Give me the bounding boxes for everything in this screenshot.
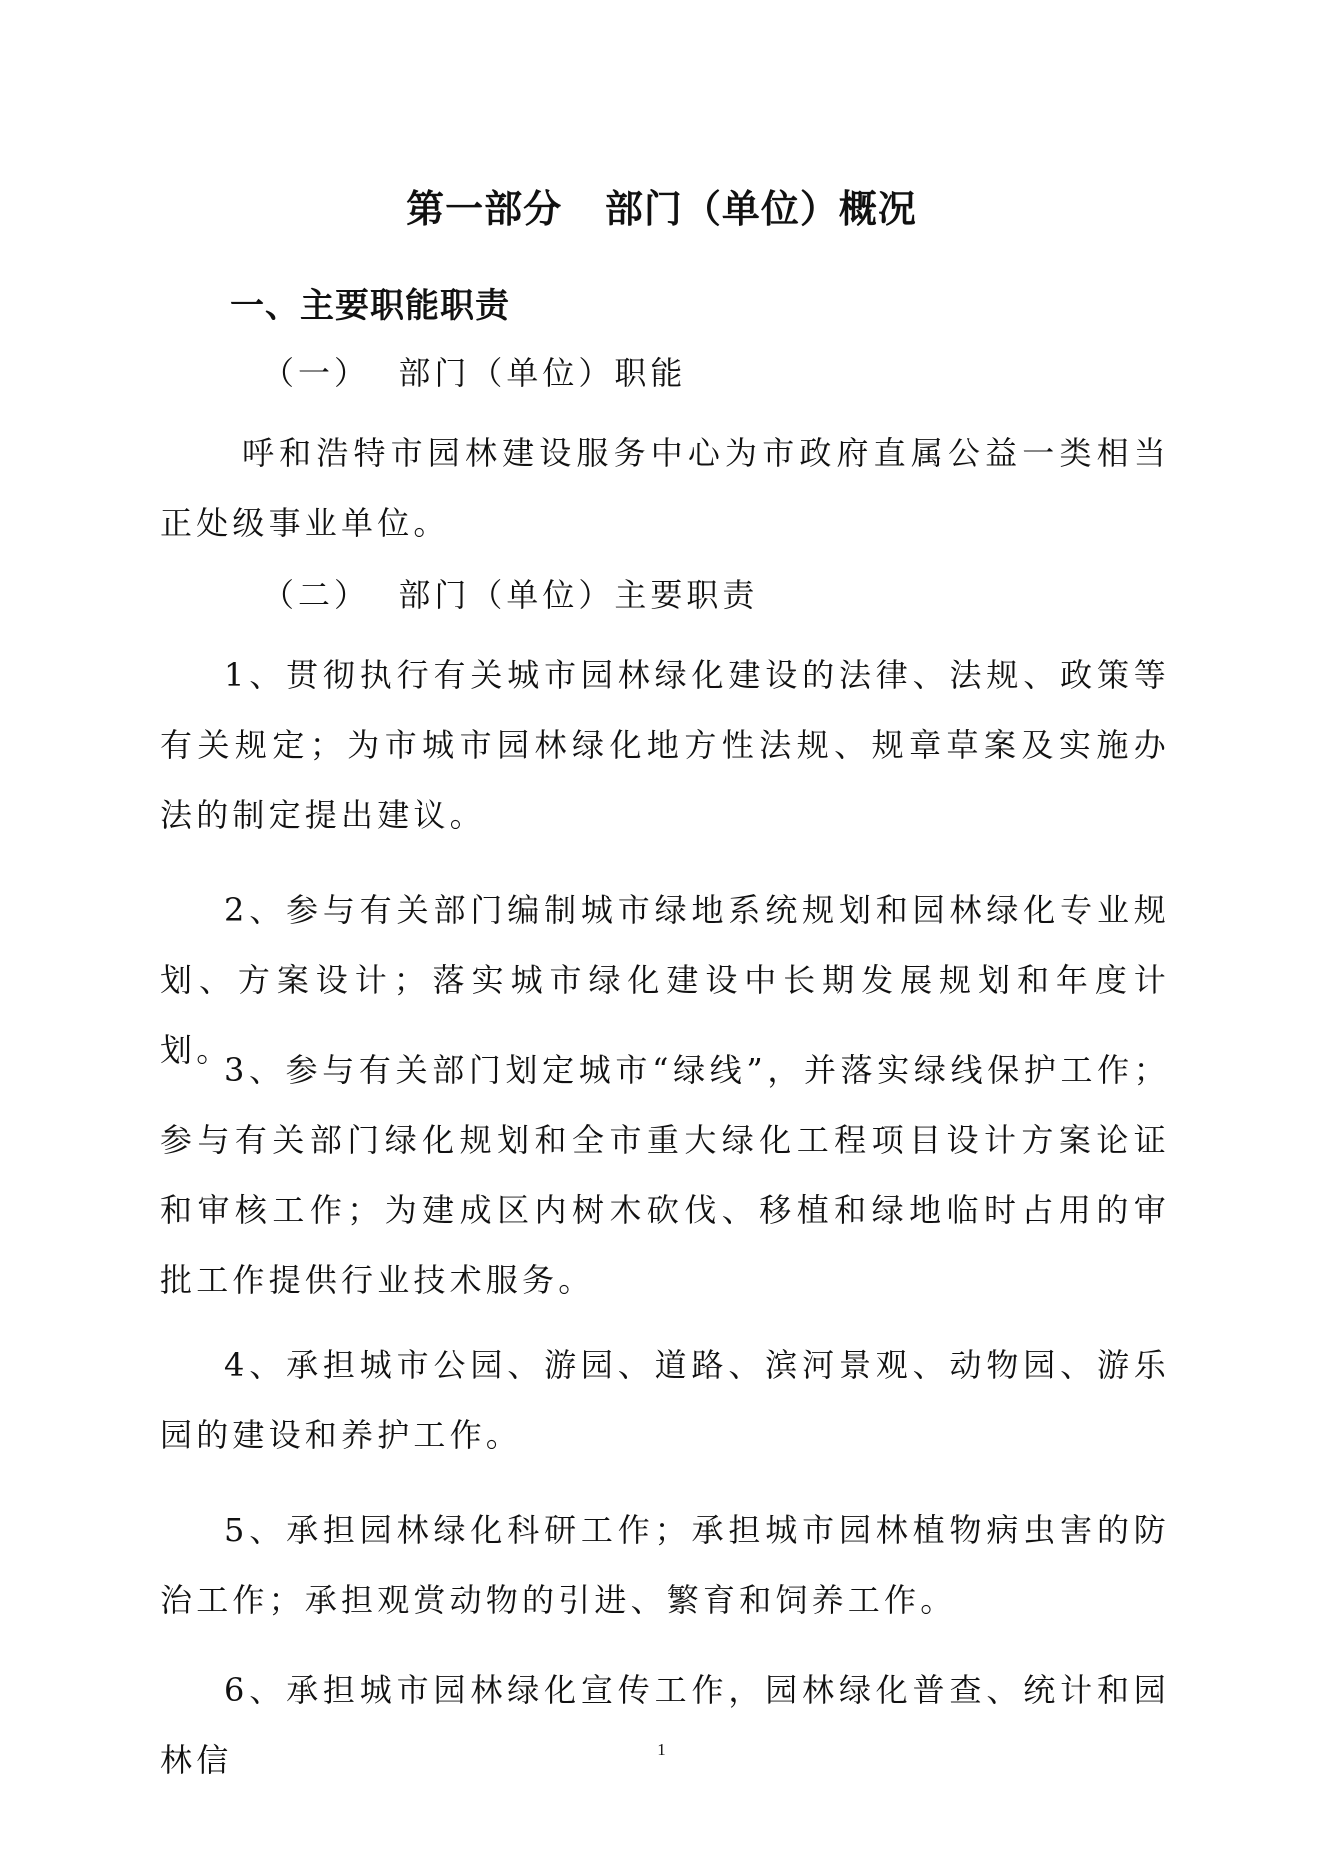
- page-title: 第一部分 部门（单位）概况: [406, 187, 917, 231]
- section-heading-main-functions: 一、主要职能职责: [230, 286, 510, 326]
- subsection-heading-duties: （二） 部门（单位）主要职责: [262, 576, 759, 614]
- functions-paragraph: 呼和浩特市园林建设服务中心为市政府直属公益一类相当正处级事业单位。: [160, 434, 1170, 542]
- page-number: 1: [657, 1740, 666, 1759]
- duty-item-4: 4、承担城市公园、游园、道路、滨河景观、动物园、游乐园的建设和养护工作。: [160, 1346, 1170, 1454]
- subsection-heading-functions: （一） 部门（单位）职能: [262, 354, 687, 392]
- duty-item-5: 5、承担园林绿化科研工作；承担城市园林植物病虫害的防治工作；承担观赏动物的引进、繁育和饲养工作。: [160, 1511, 1170, 1619]
- duty-item-6: 6、承担城市园林绿化宣传工作，园林绿化普查、统计和园林信: [160, 1671, 1170, 1779]
- duty-item-2: 2、参与有关部门编制城市绿地系统规划和园林绿化专业规划、方案设计；落实城市绿化建设中长期发展规划和年度计划。: [160, 891, 1170, 1069]
- duty-item-1: 1、贯彻执行有关城市园林绿化建设的法律、法规、政策等有关规定；为市城市园林绿化地方性法规、规章草案及实施办法的制定提出建议。: [160, 656, 1170, 834]
- duty-item-3: 3、参与有关部门划定城市“绿线”，并落实绿线保护工作；参与有关部门绿化规划和全市重大绿化工程项目设计方案论证和审核工作；为建成区内树木砍伐、移植和绿地临时占用的审批工作提供行业技术服务。: [160, 1051, 1170, 1299]
